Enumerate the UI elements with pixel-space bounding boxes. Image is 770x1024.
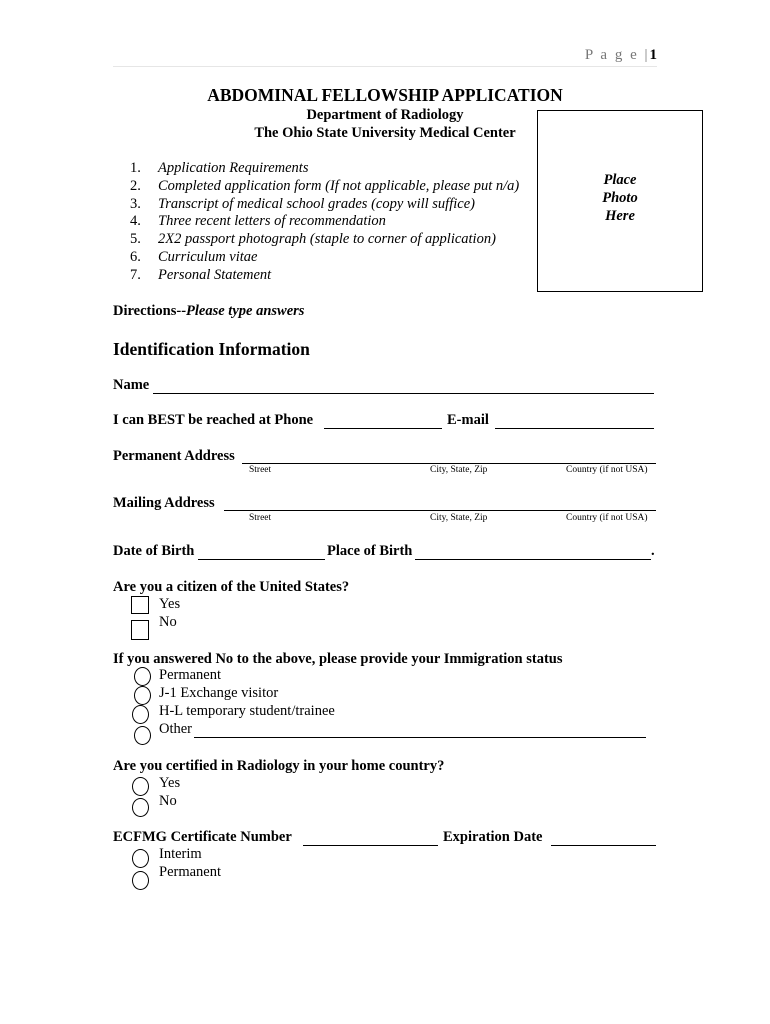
immigration-hl-radio[interactable] (132, 705, 149, 724)
certified-yes-radio[interactable] (132, 777, 149, 796)
address-street-caption: Street (249, 465, 272, 475)
ecfmg-number-field[interactable] (303, 845, 438, 846)
requirement-item: 7. Personal Statement (130, 267, 272, 283)
page-label: P a g e | (584, 47, 650, 63)
dob-label: Date of Birth (113, 543, 195, 559)
certified-yes-label: Yes (159, 775, 181, 791)
immigration-question: If you answered No to the above, please provide your Immigration status (113, 651, 563, 667)
address-country-caption: Country (if not USA) (566, 513, 648, 523)
page-number-value: 1 (649, 47, 657, 63)
requirement-item: 3. Transcript of medical school grades (copy will suffice) (130, 196, 475, 212)
expiration-date-field[interactable] (551, 845, 656, 846)
ecfmg-permanent-radio[interactable] (132, 871, 149, 890)
immigration-other-radio[interactable] (134, 726, 151, 745)
immigration-option-label: H-L temporary student/trainee (159, 703, 335, 719)
immigration-option-label: Other (159, 721, 193, 737)
email-label: E-mail (447, 412, 489, 428)
requirement-item: 5. 2X2 passport photograph (staple to corner of application) (130, 231, 496, 247)
address-street-caption: Street (249, 513, 272, 523)
institution: The Ohio State University Medical Center (254, 125, 516, 141)
immigration-other-field[interactable] (194, 737, 646, 738)
phone-label: I can BEST be reached at Phone (113, 412, 314, 428)
immigration-option-label: J-1 Exchange visitor (159, 685, 279, 701)
photo-text-line: Here (605, 208, 635, 224)
directions-text: Please type answers (186, 303, 305, 319)
address-city-caption: City, State, Zip (430, 465, 488, 475)
name-label: Name (113, 377, 150, 393)
citizen-no-checkbox[interactable] (131, 620, 149, 640)
pob-period: . (651, 543, 655, 559)
certified-no-label: No (159, 793, 177, 809)
requirement-item: 4. Three recent letters of recommendation (130, 213, 386, 229)
header-rule (113, 66, 657, 67)
page-number (585, 47, 657, 64)
department: Department of Radiology (306, 107, 464, 123)
permanent-address-label: Permanent Address (113, 448, 235, 464)
citizen-yes-label: Yes (159, 596, 181, 612)
section-title: Identification Information (113, 339, 310, 359)
mailing-address-field[interactable] (224, 510, 656, 511)
requirement-item: 1. Application Requirements (130, 160, 309, 176)
directions: Directions--Please type answers (113, 303, 305, 319)
pob-field[interactable] (415, 559, 651, 560)
immigration-option-label: Permanent (159, 667, 222, 683)
citizen-yes-checkbox[interactable] (131, 596, 149, 614)
mailing-address-label: Mailing Address (113, 495, 215, 511)
dob-field[interactable] (198, 559, 325, 560)
ecfmg-interim-label: Interim (159, 846, 202, 862)
requirement-item: 6. Curriculum vitae (130, 249, 258, 265)
photo-text-line: Place (603, 172, 637, 188)
pob-label: Place of Birth (327, 543, 413, 559)
address-country-caption: Country (if not USA) (566, 465, 648, 475)
certified-no-radio[interactable] (132, 798, 149, 817)
immigration-j1-radio[interactable] (134, 686, 151, 705)
phone-field[interactable] (324, 428, 442, 429)
certified-question: Are you certified in Radiology in your home country? (113, 758, 445, 774)
photo-text-line: Photo (602, 190, 638, 206)
citizen-question: Are you a citizen of the United States? (113, 579, 350, 595)
citizen-no-label: No (159, 614, 177, 630)
ecfmg-label: ECFMG Certificate Number (113, 829, 292, 845)
ecfmg-interim-radio[interactable] (132, 849, 149, 868)
address-city-caption: City, State, Zip (430, 513, 488, 523)
permanent-address-field[interactable] (242, 463, 656, 464)
immigration-permanent-radio[interactable] (134, 667, 151, 686)
photo-placeholder-box (537, 110, 703, 292)
email-field[interactable] (495, 428, 654, 429)
document-title: ABDOMINAL FELLOWSHIP APPLICATION (207, 85, 563, 105)
expiration-label: Expiration Date (443, 829, 543, 845)
requirement-item: 2. Completed application form (If not applicable, please put n/a) (130, 178, 520, 194)
ecfmg-permanent-label: Permanent (159, 864, 222, 880)
name-field[interactable] (153, 393, 654, 394)
